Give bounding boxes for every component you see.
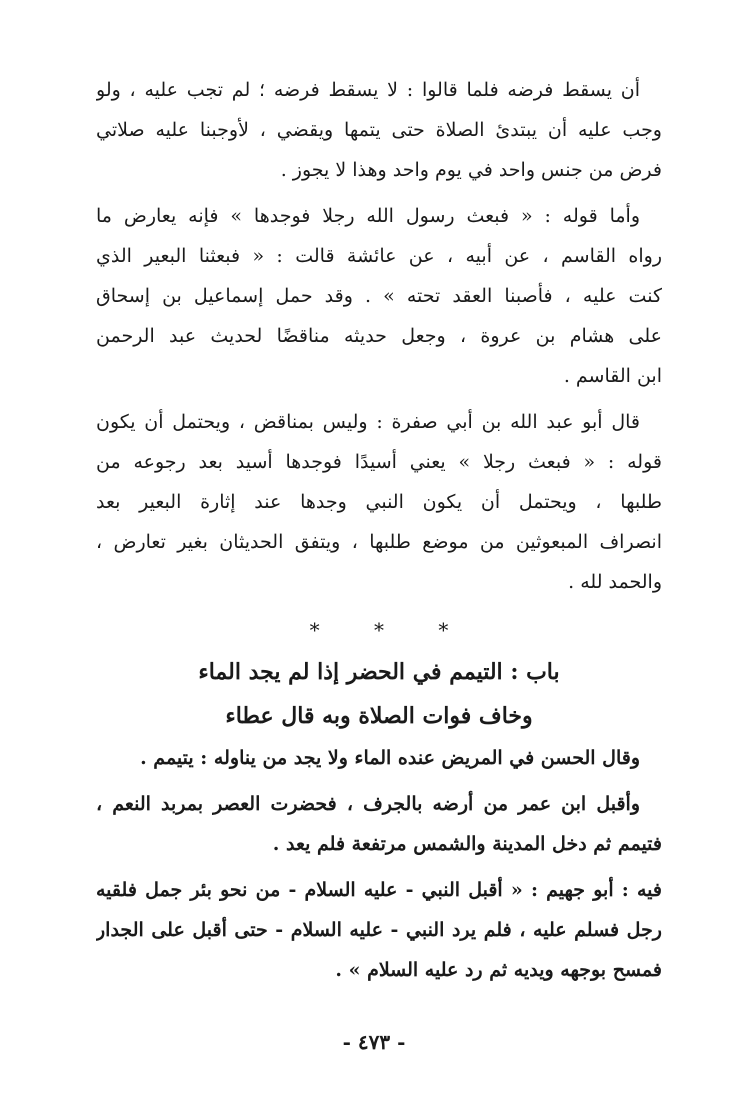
text-line: أن يسقط فرضه فلما قالوا : لا يسقط فرضه ؛ لم تجب عليه ، ولو — [96, 79, 640, 101]
separator-star: * — [438, 618, 449, 642]
text-line: وأما قوله : « فبعث رسول الله رجلا فوجدها » فإنه يعارض ما — [96, 205, 640, 227]
paragraph-1 — [96, 70, 662, 190]
text-line: والحمد لله . — [568, 571, 662, 593]
chapter-heading-line-2: وخاف فوات الصلاة وبه قال عطاء — [225, 703, 533, 729]
page-body — [96, 70, 662, 996]
text-line: على هشام بن عروة ، وجعل حديثه مناقضًا لحديث عبد الرحمن — [96, 325, 662, 347]
text-line: قوله : « فبعث رجلا » يعني أسيدًا فوجدها أسيد بعد رجوعه من — [96, 451, 662, 473]
paragraph-5 — [96, 784, 662, 864]
text-line: وقال الحسن في المريض عنده الماء ولا يجد من يناوله : يتيمم . — [140, 747, 640, 769]
paragraph-2 — [96, 196, 662, 396]
text-line: طلبها ، ويحتمل أن يكون النبي وجدها عند إثارة البعير بعد — [96, 491, 662, 513]
text-line: ابن القاسم . — [563, 365, 662, 387]
separator-star: * — [309, 618, 320, 642]
text-line: قال أبو عبد الله بن أبي صفرة : وليس بمناقض ، ويحتمل أن يكون — [96, 411, 640, 433]
separator-star: * — [374, 618, 384, 642]
text-line: وجب عليه أن يبتدئ الصلاة حتى يتمها ويقضي ، لأوجبنا عليه صلاتي — [96, 119, 662, 141]
text-line: وأقبل ابن عمر من أرضه بالجرف ، فحضرت العصر بمربد النعم ، — [96, 793, 640, 815]
text-line: كنت عليه ، فأصبنا العقد تحته » . وقد حمل إسماعيل بن إسحاق — [96, 285, 662, 307]
paragraph-3 — [96, 402, 662, 602]
section-separator — [96, 610, 662, 650]
text-line: رجل فسلم عليه ، فلم يرد النبي - عليه السلام - حتى أقبل على الجدار — [96, 919, 662, 941]
text-line: انصراف المبعوثين من موضع طلبها ، ويتفق الحديثان بغير تعارض ، — [96, 531, 662, 553]
paragraph-4 — [96, 738, 662, 778]
text-line: فمسح بوجهه ويديه ثم رد عليه السلام » . — [335, 959, 662, 981]
text-line: فتيمم ثم دخل المدينة والشمس مرتفعة فلم يعد . — [272, 833, 662, 855]
chapter-heading-line-1: باب : التيمم في الحضر إذا لم يجد الماء — [198, 659, 560, 685]
page-number: - ٤٧٣ - — [342, 1030, 406, 1054]
text-line: رواه القاسم ، عن أبيه ، عن عائشة قالت : « فبعثنا البعير الذي — [96, 245, 662, 267]
text-line: فرض من جنس واحد في يوم واحد وهذا لا يجوز . — [280, 159, 662, 181]
paragraph-6 — [96, 870, 662, 990]
text-line: فيه : أبو جهيم : « أقبل النبي - عليه السلام - من نحو بئر جمل فلقيه — [96, 879, 662, 901]
